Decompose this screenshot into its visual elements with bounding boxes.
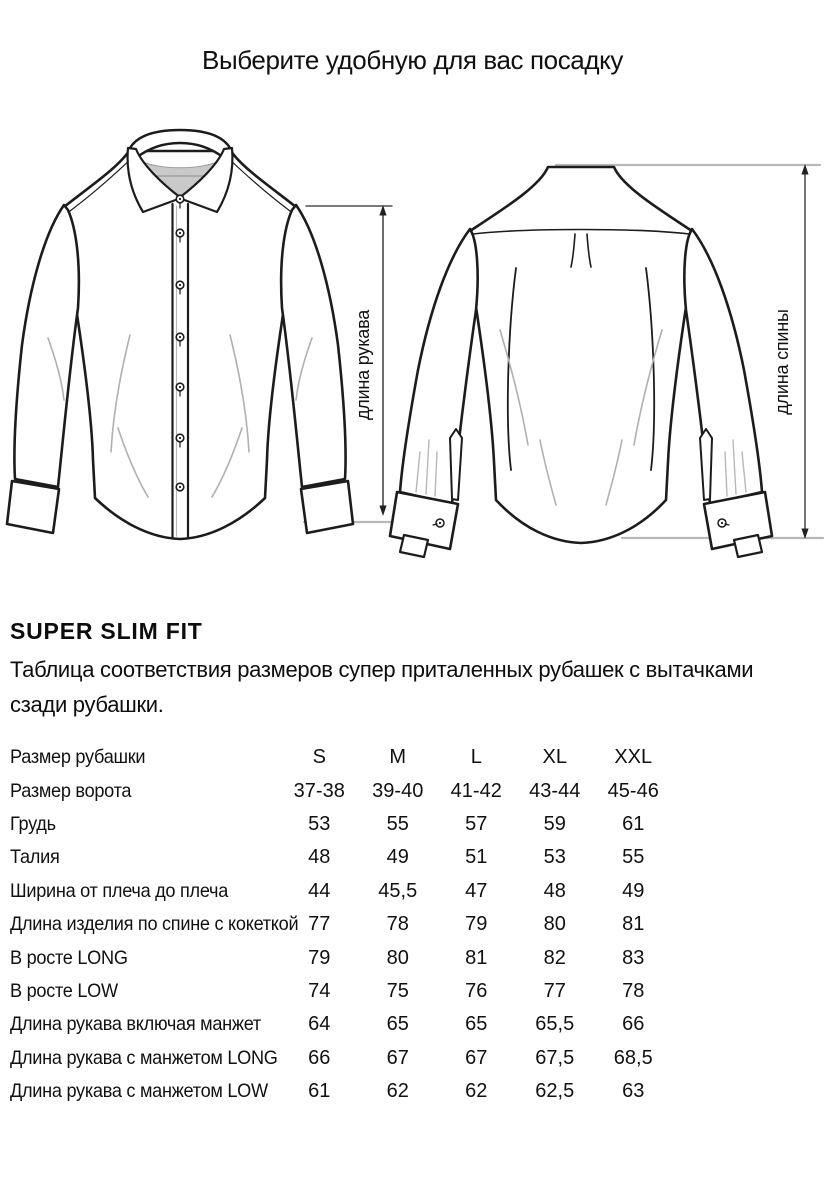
size-cell: 45,5 xyxy=(378,879,418,902)
size-cell: 68,5 xyxy=(613,1046,653,1069)
size-cell: 53 xyxy=(543,846,566,869)
back-right-sleeve xyxy=(684,229,762,504)
size-cell: 48 xyxy=(308,846,331,869)
front-right-cuff xyxy=(301,481,353,533)
size-column-header: L xyxy=(470,746,482,769)
size-cell: 64 xyxy=(308,1013,331,1036)
size-cell: 82 xyxy=(543,946,566,969)
size-cell: 55 xyxy=(622,846,645,869)
size-column-header: M xyxy=(389,746,407,769)
fit-heading: SUPER SLIM FIT xyxy=(10,618,203,644)
size-cell: 67,5 xyxy=(535,1046,575,1069)
sleeve-length-label: длина рукава xyxy=(353,309,373,421)
size-cell: 78 xyxy=(622,979,645,1002)
front-left-cuff xyxy=(7,481,59,533)
row-label: Грудь xyxy=(10,812,56,835)
size-cell: 81 xyxy=(622,913,645,936)
row-label: Длина изделия по спине с кокеткой xyxy=(10,913,299,936)
back-left-cuff-underlap xyxy=(400,535,428,557)
row-label: Размер рубашки xyxy=(10,746,146,769)
back-right-sleeve-placket xyxy=(700,429,712,500)
back-length-label: длина спины xyxy=(772,309,792,415)
row-label: Ширина от плеча до плеча xyxy=(10,879,229,902)
size-cell: 63 xyxy=(622,1080,645,1103)
fit-description-line: сзади рубашки. xyxy=(10,692,164,717)
fit-description xyxy=(10,652,822,722)
size-cell: 61 xyxy=(622,812,645,835)
back-right-cuff-underlap xyxy=(734,535,762,557)
size-cell: 43-44 xyxy=(529,779,581,802)
size-cell: 67 xyxy=(465,1046,488,1069)
size-cell: 80 xyxy=(386,946,409,969)
size-table xyxy=(10,741,673,1108)
size-cell: 66 xyxy=(622,1013,645,1036)
shirt-front-drawing xyxy=(7,130,353,539)
row-label: В росте LONG xyxy=(10,946,128,969)
size-cell: 45-46 xyxy=(607,779,659,802)
fit-description-line: Таблица соответствия размеров супер приталенных рубашек с вытачками xyxy=(10,657,754,682)
size-cell: 49 xyxy=(622,879,645,902)
size-cell: 49 xyxy=(386,846,409,869)
size-cell: 62,5 xyxy=(535,1080,575,1103)
shirt-back-drawing xyxy=(390,167,772,557)
size-cell: 67 xyxy=(386,1046,409,1069)
size-cell: 79 xyxy=(465,913,488,936)
front-left-sleeve xyxy=(14,205,78,487)
row-label: В росте LOW xyxy=(10,979,118,1002)
page-title: Выберите удобную для вас посадку xyxy=(202,45,623,75)
size-cell: 77 xyxy=(543,979,566,1002)
row-label: Длина рукава включая манжет xyxy=(10,1013,261,1036)
size-cell: 59 xyxy=(543,812,566,835)
size-cell: 81 xyxy=(465,946,488,969)
size-cell: 78 xyxy=(386,913,409,936)
size-cell: 75 xyxy=(386,979,409,1002)
size-cell: 47 xyxy=(465,879,488,902)
size-column-header: S xyxy=(312,746,326,769)
size-cell: 55 xyxy=(386,812,409,835)
size-cell: 66 xyxy=(308,1046,331,1069)
row-label: Длина рукава с манжетом LONG xyxy=(10,1046,278,1069)
back-length-measure xyxy=(772,164,809,539)
size-cell: 37-38 xyxy=(293,779,345,802)
size-cell: 74 xyxy=(308,979,331,1002)
shirt-diagram xyxy=(0,118,825,570)
size-cell: 77 xyxy=(308,913,331,936)
front-right-sleeve xyxy=(281,205,345,487)
size-cell: 51 xyxy=(465,846,488,869)
size-cell: 57 xyxy=(465,812,488,835)
size-cell: 79 xyxy=(308,946,331,969)
size-cell: 65,5 xyxy=(535,1013,575,1036)
size-cell: 65 xyxy=(465,1013,488,1036)
size-cell: 62 xyxy=(465,1080,488,1103)
size-cell: 62 xyxy=(386,1080,409,1103)
size-cell: 65 xyxy=(386,1013,409,1036)
size-cell: 41-42 xyxy=(450,779,502,802)
back-left-sleeve xyxy=(400,229,478,504)
row-label: Размер ворота xyxy=(10,779,132,802)
size-cell: 44 xyxy=(308,879,331,902)
size-cell: 61 xyxy=(308,1080,331,1103)
size-cell: 53 xyxy=(308,812,331,835)
size-cell: 39-40 xyxy=(372,779,424,802)
size-cell: 80 xyxy=(543,913,566,936)
size-cell: 83 xyxy=(622,946,645,969)
row-label: Талия xyxy=(10,846,60,869)
size-column-header: XL xyxy=(542,746,567,769)
size-cell: 76 xyxy=(465,979,488,1002)
back-body xyxy=(470,167,692,543)
size-cell: 48 xyxy=(543,879,566,902)
size-column-header: XXL xyxy=(614,746,653,769)
back-left-sleeve-placket xyxy=(450,429,462,500)
row-label: Длина рукава с манжетом LOW xyxy=(10,1080,268,1103)
